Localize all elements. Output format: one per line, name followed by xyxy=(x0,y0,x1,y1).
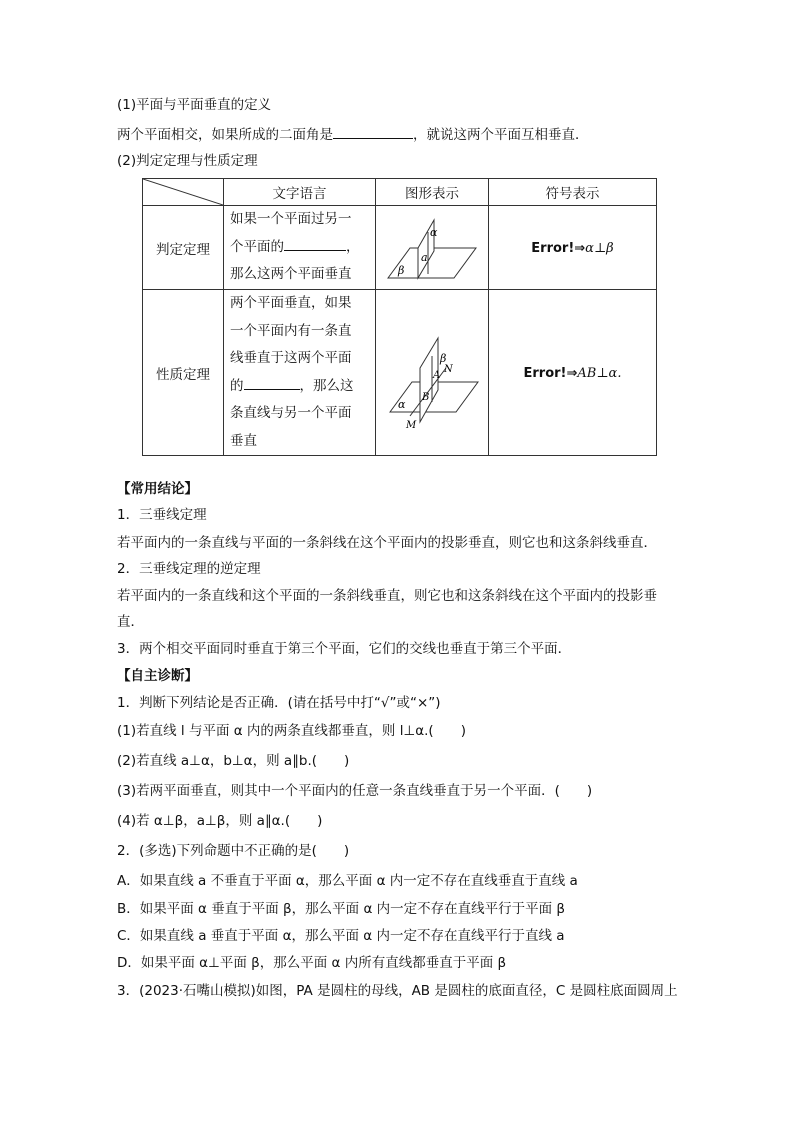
criterion-text-line: 个平面的 ， xyxy=(230,234,375,262)
theorem-table xyxy=(142,178,657,456)
conclusion-1-body: 若平面内的一条直线与平面的一条斜线在这个平面内的投影垂直，则它也和这条斜线垂直． xyxy=(117,535,657,551)
conclusion-2-body: 若平面内的一条直线和这个平面的一条斜线垂直，则它也和这条斜线在这个平面内的投影垂 xyxy=(117,588,657,604)
question-3: 3．(2023·石嘴山模拟)如图，PA 是圆柱的母线，AB 是圆柱的底面直径，C 是圆柱底面圆周上 xyxy=(117,983,678,999)
perpendicular-planes-figure xyxy=(376,206,488,289)
theorem-title: (2)判定定理与性质定理 xyxy=(117,153,258,169)
question-2-option-c: C．如果直线 a 垂直于平面 α，那么平面 α 内一定不存在直线平行于直线 a xyxy=(117,928,565,944)
question-2: 2．(多选)下列命题中不正确的是( ) xyxy=(117,843,350,859)
criterion-text-line: 如果一个平面过另一 xyxy=(230,211,352,228)
question-1-item-1: (1)若直线 l 与平面 α 内的两条直线都垂直，则 l⊥α.( ) xyxy=(117,723,466,739)
definition-text-post: ，就说这两个平面互相垂直． xyxy=(413,127,589,143)
header-symbol: 符号表示 xyxy=(489,179,657,206)
definition-sentence xyxy=(117,124,589,144)
question-1-item-3: (3)若两平面垂直，则其中一个平面内的任意一条直线垂直于另一个平面．( ) xyxy=(117,783,593,799)
figure-label: β xyxy=(440,352,447,365)
header-text-language: 文字语言 xyxy=(224,179,376,206)
figure-label: A xyxy=(433,370,441,381)
diagonal-line xyxy=(143,179,223,205)
answer-blank[interactable] xyxy=(244,375,300,390)
property-text-line: 两个平面垂直，如果 xyxy=(230,295,352,311)
diagnosis-heading: 【自主诊断】 xyxy=(117,668,198,684)
criterion-text xyxy=(224,206,376,290)
answer-blank[interactable] xyxy=(284,236,346,251)
criterion-text-line: 那么这两个平面垂直 xyxy=(230,266,352,283)
property-text xyxy=(224,290,376,456)
row-name-criterion: 判定定理 xyxy=(143,206,224,290)
figure-label: α xyxy=(398,398,406,411)
property-text-line: 垂直 xyxy=(230,432,257,449)
figure-label: a xyxy=(421,251,428,264)
header-figure: 图形表示 xyxy=(376,179,489,206)
figure-label: N xyxy=(444,364,453,375)
question-2-option-a: A．如果直线 a 不垂直于平面 α，那么平面 α 内一定不存在直线垂直于直线 a xyxy=(117,873,578,889)
diagonal-header-cell xyxy=(143,179,224,206)
property-text-line: 一个平面内有一条直 xyxy=(230,322,352,339)
property-text-line: 的 ，那么这 xyxy=(230,373,375,401)
figure-label: M xyxy=(406,420,417,431)
property-symbol: Error!⇒AB⊥α. xyxy=(489,290,657,456)
property-text-line: 线垂直于这两个平面 xyxy=(230,350,352,366)
question-2-option-d: D．如果平面 α⊥平面 β，那么平面 α 内所有直线都垂直于平面 β xyxy=(117,955,507,971)
criterion-figure xyxy=(376,206,489,290)
figure-label: α xyxy=(430,226,438,239)
definition-title: (1)平面与平面垂直的定义 xyxy=(117,97,272,113)
question-1-item-4: (4)若 α⊥β，a⊥β，则 a∥α.( ) xyxy=(117,813,323,829)
figure-label: B xyxy=(422,392,430,403)
conclusions-heading: 【常用结论】 xyxy=(117,481,198,497)
property-figure xyxy=(376,290,489,456)
criterion-symbol: Error!⇒α⊥β xyxy=(489,206,657,290)
conclusion-1-title: 1．三垂线定理 xyxy=(117,507,207,523)
conclusion-2-title: 2．三垂线定理的逆定理 xyxy=(117,561,261,577)
conclusion-2-body-cont: 直． xyxy=(117,614,144,630)
figure-label: β xyxy=(398,264,405,277)
question-2-option-b: B．如果平面 α 垂直于平面 β，那么平面 α 内一定不存在直线平行于平面 β xyxy=(117,901,566,917)
row-name-property: 性质定理 xyxy=(143,290,224,456)
perpendicular-planes-property-figure xyxy=(376,290,488,455)
answer-blank[interactable] xyxy=(333,124,413,139)
conclusion-3: 3．两个相交平面同时垂直于第三个平面，它们的交线也垂直于第三个平面． xyxy=(117,641,572,657)
property-text-line: 条直线与另一个平面 xyxy=(230,405,352,421)
definition-text-pre: 两个平面相交，如果所成的二面角是 xyxy=(117,127,333,143)
question-1: 1．判断下列结论是否正确．(请在括号中打“√”或“×”) xyxy=(117,695,441,711)
question-1-item-2: (2)若直线 a⊥α，b⊥α，则 a∥b.( ) xyxy=(117,753,350,769)
